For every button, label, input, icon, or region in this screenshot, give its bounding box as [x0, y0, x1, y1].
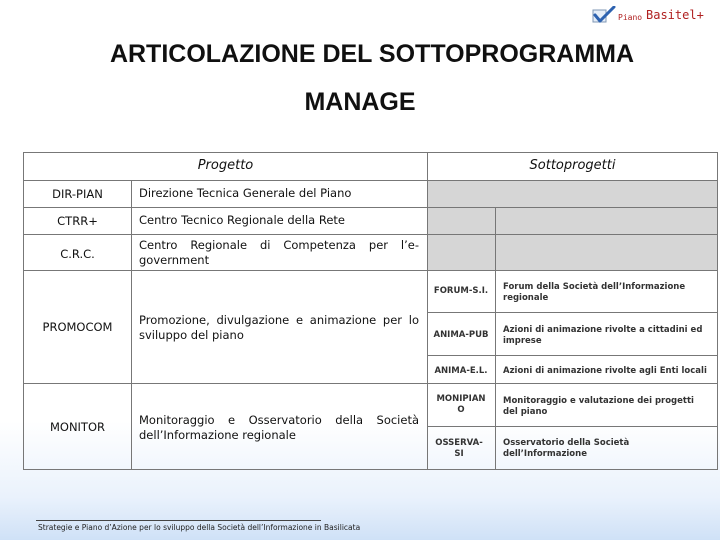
project-code: CTRR+ [57, 214, 98, 228]
footer-text: Strategie e Piano d’Azione per lo sviluppo della Società dell’Informazione in Basilicata [38, 523, 361, 532]
subproject-code: ANIMA-PUB [433, 330, 489, 340]
project-description: Centro Tecnico Regionale della Rete [139, 213, 345, 227]
table-rule [427, 312, 718, 313]
subproject-description: Osservatorio della Società dell’Informazione [503, 438, 630, 459]
page-title: ARTICOLAZIONE DEL SOTTOPROGRAMMA [109, 40, 635, 68]
table-rule [23, 383, 718, 384]
table-col-rule [427, 152, 428, 470]
project-description: Centro Regionale di Competenza per l’e-government [139, 238, 419, 267]
checkmark-icon [592, 6, 616, 24]
project-code: PROMOCOM [42, 320, 113, 334]
project-description: Promozione, divulgazione e animazione per lo sviluppo del piano [139, 313, 419, 342]
subproject-description: Azioni di animazione rivolte a cittadini ed imprese [503, 325, 703, 346]
logo-brand-text: Basitel+ [646, 8, 704, 22]
table-col-rule [131, 180, 132, 470]
header-sottoprogetti: Sottoprogetti [529, 158, 616, 173]
subproject-description: Monitoraggio e valutazione dei progetti del piano [503, 396, 694, 417]
project-code: C.R.C. [60, 247, 95, 261]
empty-area-row2 [427, 207, 718, 234]
page-subtitle: MANAGE [304, 88, 416, 116]
footer-rule [36, 520, 321, 521]
project-code: DIR-PIAN [52, 187, 103, 201]
subproject-code: MONIPIANO [436, 394, 486, 415]
table-rule [23, 270, 718, 271]
table-rule [23, 234, 718, 235]
table-border-right [717, 152, 718, 470]
table-border-top [23, 152, 718, 153]
table-rule [427, 355, 718, 356]
project-description: Monitoraggio e Osservatorio della Società dell’Informazione regionale [139, 413, 419, 442]
subproject-code: ANIMA-E.L. [434, 366, 488, 376]
table-rule [23, 180, 718, 181]
project-code: MONITOR [49, 420, 106, 434]
logo-piano-text: Piano [618, 13, 643, 22]
empty-area-row1 [427, 180, 718, 207]
table-border-bottom [23, 469, 718, 470]
subproject-code: FORUM-S.I. [433, 286, 489, 296]
table-rule [427, 426, 718, 427]
basitel-logo [592, 6, 716, 26]
subproject-description: Forum della Società dell’Informazione regionale [503, 282, 686, 303]
header-progetto: Progetto [197, 158, 254, 173]
table-rule [23, 207, 718, 208]
table-col-rule [495, 207, 496, 470]
subproject-code: OSSERVA-SI [435, 438, 483, 459]
empty-area-row3 [427, 234, 718, 270]
project-description: Direzione Tecnica Generale del Piano [139, 186, 352, 200]
subproject-description: Azioni di animazione rivolte agli Enti locali [503, 366, 707, 376]
